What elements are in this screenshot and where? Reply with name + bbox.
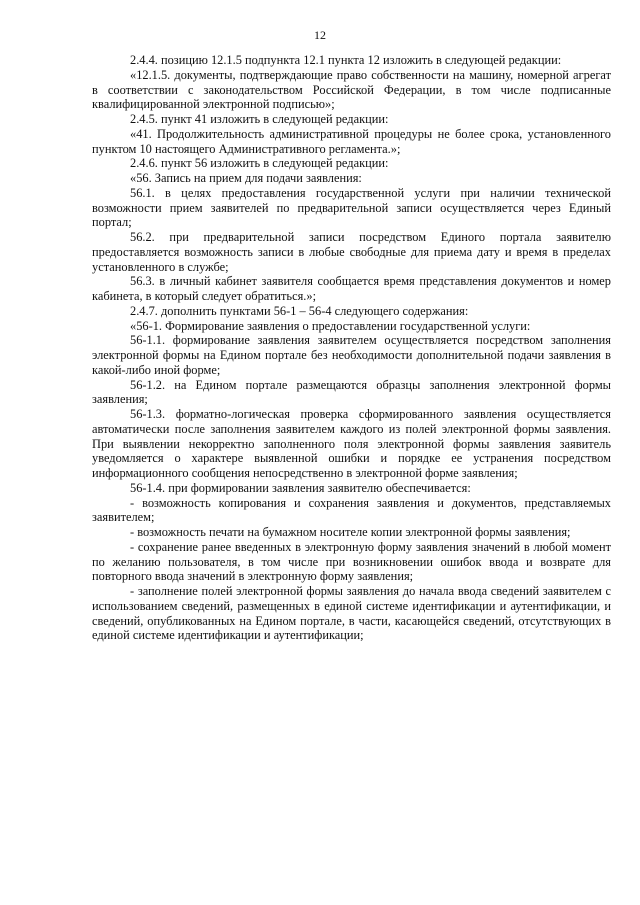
paragraph: - заполнение полей электронной формы заявления до начала ввода сведений заявителем с использованием сведений, размещенных в единой системе идентификации и аутентификации, и сведений, опубликованных на Едином портале, в части, касающейся сведений, отсутствующих в единой системе идентификации и аутентификации; — [92, 584, 611, 643]
paragraph: 2.4.6. пункт 56 изложить в следующей редакции: — [130, 156, 389, 171]
paragraph: 56.3. в личный кабинет заявителя сообщается время представления документов и номер кабинета, в который следует обратиться.»; — [92, 274, 611, 303]
paragraph: - возможность копирования и сохранения заявления и документов, представляемых заявителем; — [92, 495, 611, 525]
paragraph: 56-1.3. форматно-логическая проверка сформированного заявления осуществляется автоматически после заполнения заявителем каждого из полей электронной формы заявления. При выявлении некорректно заполненного поля электронной формы заявления заявитель уведомляется о характере выявленной ошибки и порядке ее устранения посредством информационного сообщения непосредственно в электронной форме заявления; — [92, 407, 611, 480]
paragraph: 2.4.5. пункт 41 изложить в следующей редакции: — [130, 112, 389, 126]
paragraph: 56-1.4. при формировании заявления заявителю обеспечивается: — [130, 480, 471, 495]
paragraph: - возможность печати на бумажном носителе копии электронной формы заявления; — [130, 525, 571, 539]
paragraph: 2.4.7. дополнить пунктами 56-1 – 56-4 следующего содержания: — [130, 303, 469, 318]
paragraph: 2.4.4. позицию 12.1.5 подпункта 12.1 пункта 12 изложить в следующей редакции: — [130, 53, 562, 67]
document-body — [92, 53, 611, 643]
paragraph: 56.2. при предварительной записи посредством Единого портала заявителю предоставляется возможность записи в любые свободные для приема дату и время в пределах установленного в службе; — [92, 230, 611, 274]
page-number: 12 — [314, 28, 326, 42]
paragraph: 56-1.2. на Едином портале размещаются образцы заполнения электронной формы заявления; — [92, 377, 611, 407]
paragraph: 56-1.1. формирование заявления заявителем осуществляется посредством заполнения электронной формы на Едином портале без необходимости дополнительной подачи заявления в какой-либо иной форме; — [92, 333, 611, 377]
paragraph: «12.1.5. документы, подтверждающие право собственности на машину, номерной агрегат в соответствии с законодательством Российской Федерации, в том числе подписанные квалифицированной электронной подписью»; — [92, 67, 611, 112]
paragraph: - сохранение ранее введенных в электронную форму заявления значений в любой момент по желанию пользователя, в том числе при возникновении ошибок ввода и возврате для повторного ввода значений в электронную форму заявления; — [92, 539, 611, 584]
paragraph: 56.1. в целях предоставления государственной услуги при наличии технической возможности прием заявителей по предварительной записи осуществляется через Единый портал; — [92, 185, 611, 230]
paragraph: «56. Запись на прием для подачи заявления: — [130, 171, 362, 185]
paragraph: «56-1. Формирование заявления о предоставлении государственной услуги: — [130, 318, 531, 333]
paragraph: «41. Продолжительность административной процедуры не более срока, установленного пунктом 10 настоящего Административного регламента.»; — [92, 126, 611, 156]
